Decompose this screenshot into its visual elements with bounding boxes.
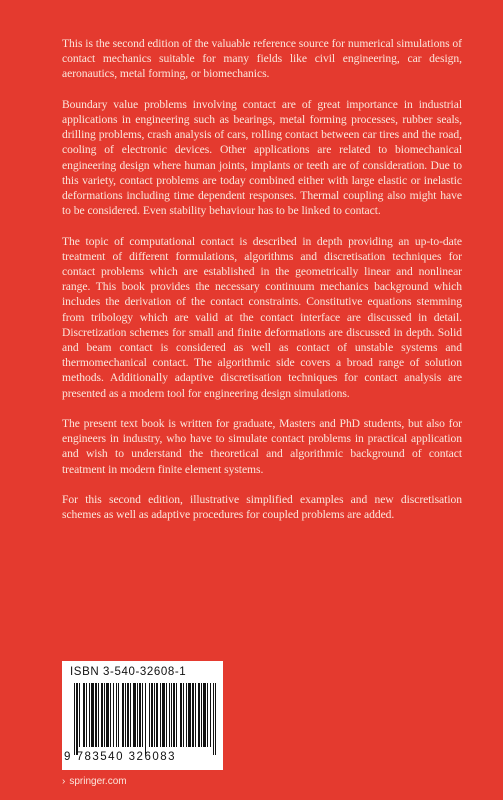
barcode-bar (186, 683, 187, 747)
blurb-paragraph-3: The topic of computational contact is described in depth providing an up-to-date treatment of different formulations, algorithms and discretisation techniques for contact problems which are established in the geometrically linear and nonlinear range. This book provides the necessary continuum mechanics background which includes the derivation of the contact constraints. Constitutive equations stemming from tribology which are valid at the contact interface are discussed in detail. Discretization schemes for small and finite deformations are discussed in depth. Solid and beam contact is considered as well as contact of unstable systems and thermomechanical contact. The algorithmic side covers a broad range of solution methods. Additionally adaptive discretisation techniques for contact analysis are presented as a modern tool for engineering design simulations. (62, 234, 462, 400)
barcode-bar (137, 683, 138, 747)
barcode-bar (145, 683, 146, 755)
barcode-bar (125, 683, 126, 747)
barcode-bar (74, 683, 75, 755)
barcode-bar (176, 683, 177, 747)
barcode-bar (104, 683, 105, 747)
barcode-bar (166, 683, 167, 747)
barcode-bar (149, 683, 150, 747)
barcode-bar (210, 683, 211, 747)
barcode-bar (76, 683, 78, 755)
publisher-url: springer.com (69, 776, 127, 787)
blurb-paragraph-2: Boundary value problems involving contact are of great importance in industrial applications in engineering such as bearings, metal forming processes, rubber seals, drilling problems, crash analysis of cars, rolling contact between car tires and the road, cooling of electronic devices. Other applications are related to biomechanical engineering design where human joints, implants or teeth are of consideration. Due to this variety, contact problems are today combined either with large elastic or inelastic deformations including time dependent responses. Thermal coupling also might have to be considered. Even stability behaviour has to be linked to contact. (62, 97, 462, 218)
barcode-bar (89, 683, 90, 747)
barcode-bar (142, 683, 143, 747)
barcode-bar (173, 683, 175, 747)
barcode-bar (91, 683, 94, 747)
barcode-bar (127, 683, 129, 747)
barcode-bar (171, 683, 172, 747)
barcode-bar (133, 683, 136, 747)
barcode-bar (188, 683, 191, 747)
barcode-bar (215, 683, 216, 755)
barcode-bar (79, 683, 80, 747)
blurb-paragraph-4: The present text book is written for graduate, Masters and PhD students, but also for engineers in industry, who have to simulate contact problems in practical application and wish to understand the theoretical and algorithmic background of contact treatment in modern finite element systems. (62, 417, 462, 476)
barcode-bar (183, 683, 184, 747)
barcode-bar (98, 683, 99, 747)
barcode-bar (207, 683, 208, 747)
barcode-box (62, 661, 223, 770)
barcode-bar (116, 683, 117, 747)
barcode-bar (180, 683, 182, 747)
barcode-bar (195, 683, 196, 747)
barcode-bar (169, 683, 170, 747)
barcode-bar (122, 683, 124, 747)
barcode-bar (162, 683, 165, 747)
chevron-right-icon: › (62, 775, 66, 787)
barcode-bar (86, 683, 87, 747)
blurb-paragraph-5: For this second edition, illustrative simplified examples and new discretisation schemes as well as adaptive procedures for coupled problems are added. (62, 493, 462, 522)
barcode-bar (95, 683, 97, 747)
barcode-bar (201, 683, 202, 747)
blurb-paragraph-1: This is the second edition of the valuable reference source for numerical simulations of contact mechanics suitable for many fields like civil engineering, car design, aeronautics, metal forming, or biomechanics. (62, 37, 462, 81)
barcode-bar (110, 683, 111, 747)
blurb (62, 36, 462, 538)
publisher-link[interactable] (62, 776, 127, 787)
barcode-bar (130, 683, 131, 747)
isbn-label: ISBN 3-540-32608-1 (70, 666, 187, 678)
barcode-bar (83, 683, 85, 747)
barcode-bar (156, 683, 158, 747)
barcode-bars (74, 683, 216, 755)
barcode-bar (154, 683, 155, 747)
barcode-bar (118, 683, 119, 747)
barcode-bar (198, 683, 200, 747)
barcode-bar (151, 683, 153, 747)
barcode-bar (101, 683, 103, 747)
barcode-number: 9 783540 326083 (64, 751, 177, 763)
barcode-bar (192, 683, 194, 747)
barcode-bar (213, 683, 214, 755)
barcode-bar (113, 683, 114, 747)
barcode-bar (106, 683, 109, 747)
barcode-bar (160, 683, 161, 747)
barcode-bar (139, 683, 141, 747)
barcode-bar (203, 683, 206, 747)
